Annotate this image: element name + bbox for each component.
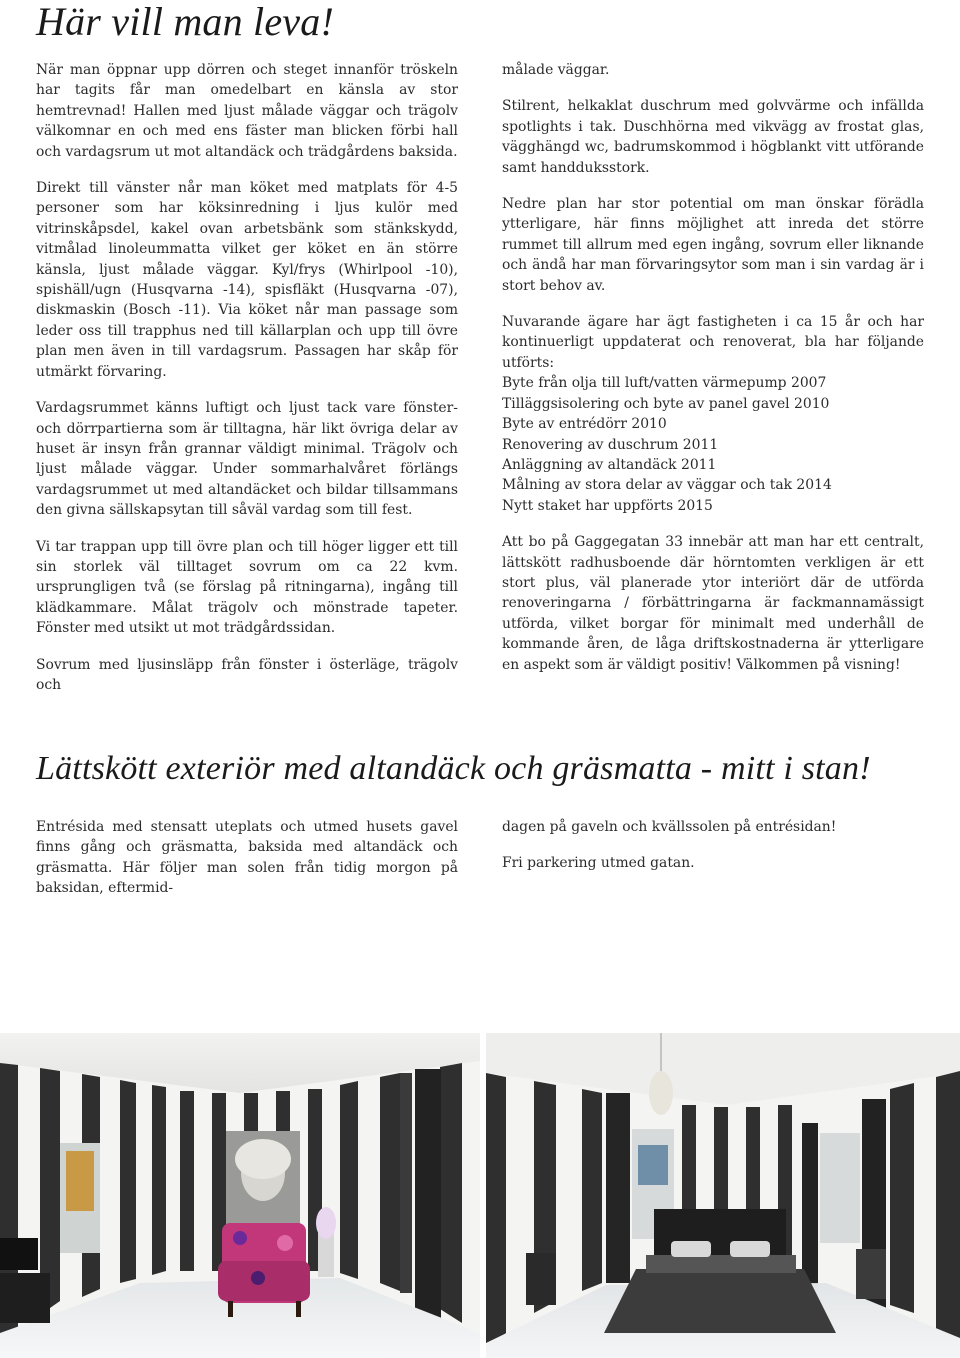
paragraph-kitchen: Direkt till vänster når man köket med matplats för 4-5 personer som har köksinredning i ljus kulör med vitrinskåpsdel, kakel ovan arbetsbänk som stänkskydd, vitmålad linoleummatta vilket ger köket en än större känsla, ljust målade väggar. Kyl/frys (Whirlpool -10), spishäll/ugn (Husqvarna -14), spisfläkt (Husqvarna -07), diskmaskin (Bosch -11). Via köket når man passage som leder oss till trapphus ned till källarplan och upp till övre plan men även in till vardagsrum. Passagen har skåp för utmärkt förvaring.	[36, 180, 458, 380]
photo-bedroom	[486, 1033, 960, 1358]
paragraph-living-room: Vardagsrummet känns luftigt och ljust tack vare fönster- och dörrpartierna som är tilltagna, här likt övriga delar av huset är insyn från grannar väldigt minimal. Trägolv och ljust målade väggar. Under sommarhalvåret förlängs vardagsrummet ut med altandäcket och bildar tillsammans den givna sällskapsytan till såväl vardag som till fest.	[36, 400, 458, 519]
page-title: Här vill man leva!	[36, 0, 334, 44]
paragraph-lower-floor: Nedre plan har stor potential om man önskar förädla ytterligare, här finns möjlighet att inreda det större rummet till allrum med egen ingång, sovrum eller liknande och ändå har man förvaringsytor som man i sin vardag är i stort behov av.	[502, 196, 924, 294]
paragraph-bathroom: Stilrent, helkaklat duschrum med golvvärme och infällda spotlights i tak. Duschhörna med vikvägg av frostat glas, vägghängd wc, badrumskommod i högblankt vitt utförande samt handduksstork.	[502, 98, 924, 176]
list-item: Målning av stora delar av väggar och tak 2014	[502, 477, 832, 494]
paragraph-exterior: Entrésida med stensatt uteplats och utmed husets gavel finns gång och gräsmatta, baksida med altandäck och gräsmatta. Här följer man solen från tidig morgon på baksidan, eftermid-	[36, 819, 458, 897]
paragraph-bedroom-cont: målade väggar.	[502, 62, 610, 78]
text-column-left	[36, 60, 458, 695]
paragraph-bedroom: Sovrum med ljusinsläpp från fönster i österläge, trägolv och	[36, 656, 458, 693]
paragraph-parking: Fri parkering utmed gatan.	[502, 855, 695, 872]
paragraph-summary: Att bo på Gaggegatan 33 innebär att man har ett centralt, lättskött radhusboende där hörntomten verkligen är ett stort plus, väl planerade ytor interiört där de utförda renoveringarna / förbättringarna är fackmannamässigt utförda, vilket borgar för minimalt med underhåll de kommande åren, de låga driftskostnaderna är ytterligare en aspekt som är väldigt positiv! Välkommen på visning!	[502, 534, 924, 673]
paragraph-upper-floor: Vi tar trappan upp till övre plan och till höger ligger ett till sin storlek väl tilltaget sovrum om ca 22 kvm. ursprungligen två (se förslag på ritningarna), ingång till klädkammare. Målat trägolv och mönstrade tapeter. Fönster med utsikt ut mot trädgårdssidan.	[36, 538, 458, 637]
list-item: Byte av entrédörr 2010	[502, 416, 667, 433]
list-item: Byte från olja till luft/vatten värmepump 2007	[502, 375, 827, 392]
list-item: Tilläggsisolering och byte av panel gavel 2010	[502, 395, 830, 412]
text-column-exterior-left	[36, 817, 458, 899]
photo-room-armchair	[0, 1033, 480, 1358]
list-item: Nytt staket har uppförts 2015	[502, 497, 713, 514]
paragraph-entrance: När man öppnar upp dörren och steget innanför tröskeln har tagits får man omedelbart en känsla av stor hemtrevnad! Hallen med ljust målade väggar och trägolv välkomnar en och med ens fäster man blicken förbi hall och vardagsrum ut mot altandäck och trädgårdens baksida.	[36, 62, 458, 160]
section-title-exterior: Lättskött exteriör med altandäck och gräsmatta - mitt i stan!	[36, 750, 871, 787]
text-column-right	[502, 60, 924, 675]
text-column-exterior-right	[502, 817, 924, 874]
paragraph-exterior-cont: dagen på gaveln och kvällssolen på entrésidan!	[502, 819, 837, 835]
paragraph-renovations-intro: Nuvarande ägare har ägt fastigheten i ca 15 år och har kontinuerligt uppdaterat och renoverat, bla har följande utförts:	[502, 314, 924, 371]
renovation-list	[502, 373, 924, 516]
list-item: Renovering av duschrum 2011	[502, 436, 719, 453]
list-item: Anläggning av altandäck 2011	[502, 456, 717, 473]
